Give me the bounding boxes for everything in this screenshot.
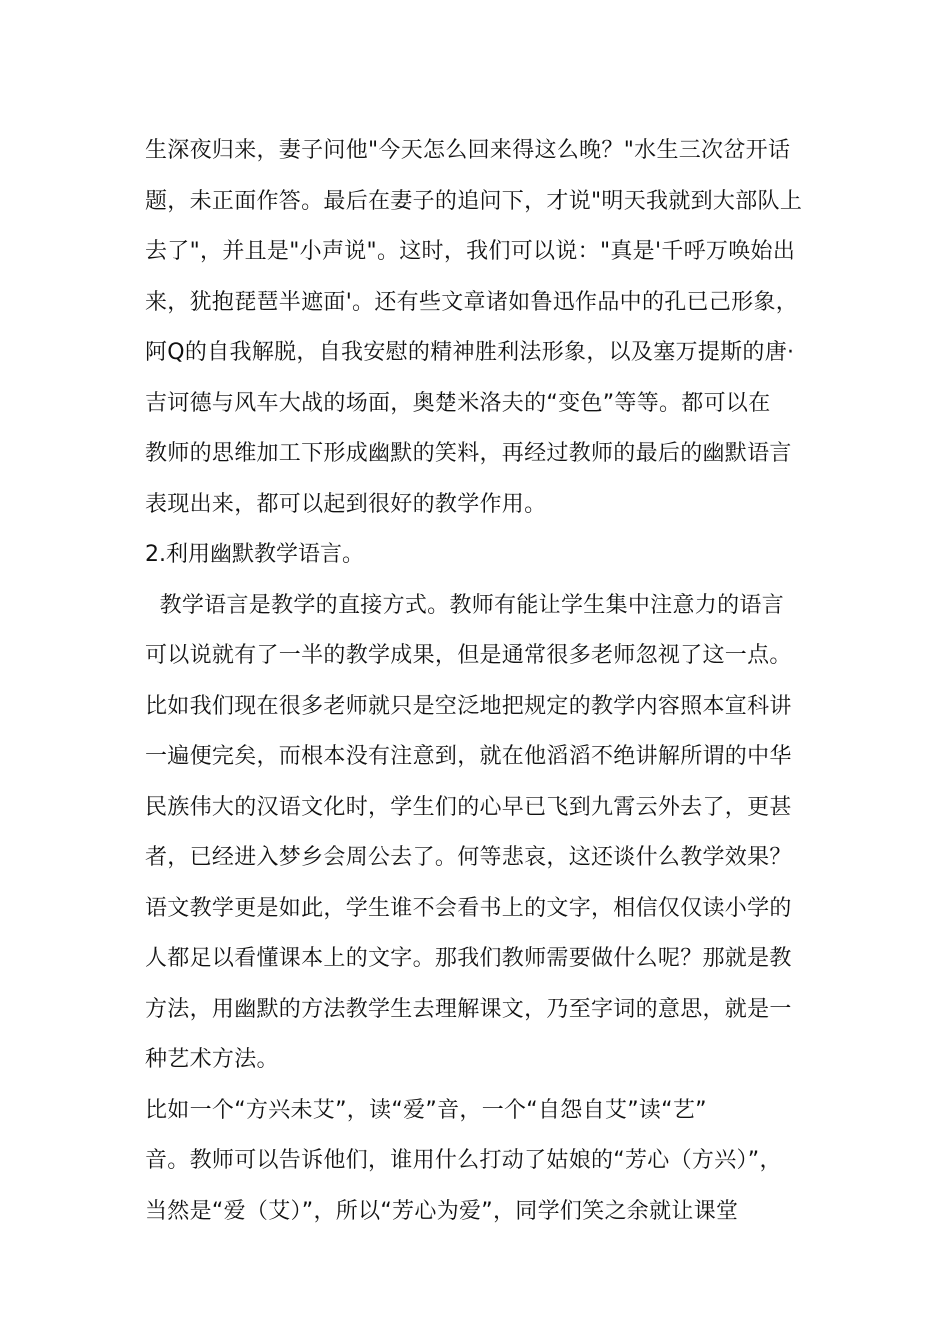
text-line: 表现出来，都可以起到很好的教学作用。 <box>145 491 547 517</box>
text-line: 种艺术方法。 <box>145 1047 279 1072</box>
text-line: 来，犹抱琵琶半遮面'。还有些文章诸如鲁迅作品中的孔已己形象， <box>145 289 799 315</box>
text-line: 当然是“爱（艾）”，所以“芳心为爱”，同学们笑之余就让课堂 <box>145 1198 739 1224</box>
body-text <box>145 126 845 1237</box>
text-line: 方法，用幽默的方法教学生去理解课文，乃至字词的意思，就是一 <box>145 996 792 1022</box>
text-line: 比如一个“方兴未艾”，读“爱”音，一个“自怨自艾”读“艺” <box>145 1097 707 1123</box>
text-line: 阿Q的自我解脱，自我安慰的精神胜利法形象，以及塞万提斯的唐· <box>145 340 795 365</box>
section-heading: 2.利用幽默教学语言。 <box>145 542 364 567</box>
text-line: 去了"，并且是"小声说"。这时，我们可以说："真是'千呼万唤始出 <box>145 239 796 264</box>
text-line: 语文教学更是如此，学生谁不会看书上的文字，相信仅仅读小学的 <box>145 895 792 921</box>
text-line: 吉诃德与风车大战的场面，奥楚米洛夫的“变色”等等。都可以在 <box>145 390 771 416</box>
text-line: 音。教师可以告诉他们，谁用什么打动了姑娘的“芳心（方兴）”， <box>145 1148 782 1173</box>
text-line: 教师的思维加工下形成幽默的笑料，再经过教师的最后的幽默语言 <box>145 441 792 466</box>
text-line: 生深夜归来，妻子问他"今天怎么回来得这么晚？"水生三次岔开话 <box>145 138 791 163</box>
text-line: 民族伟大的汉语文化时，学生们的心早已飞到九霄云外去了，更甚 <box>145 794 792 820</box>
text-line: 者，已经进入梦乡会周公去了。何等悲哀，这还谈什么教学效果？ <box>145 845 792 870</box>
text-line: 一遍便完矣，而根本没有注意到，就在他滔滔不绝讲解所谓的中华 <box>145 744 792 769</box>
text-line: 题，未正面作答。最后在妻子的追问下，才说"明天我就到大部队上 <box>145 188 803 214</box>
text-line: 比如我们现在很多老师就只是空泛地把规定的教学内容照本宣科讲 <box>145 693 792 719</box>
text-line: 教学语言是教学的直接方式。教师有能让学生集中注意力的语言 <box>145 592 784 618</box>
text-line: 人都足以看懂课本上的文字。那我们教师需要做什么呢？那就是教 <box>145 946 792 971</box>
text-line: 可以说就有了一半的教学成果，但是通常很多老师忽视了这一点。 <box>145 643 792 668</box>
